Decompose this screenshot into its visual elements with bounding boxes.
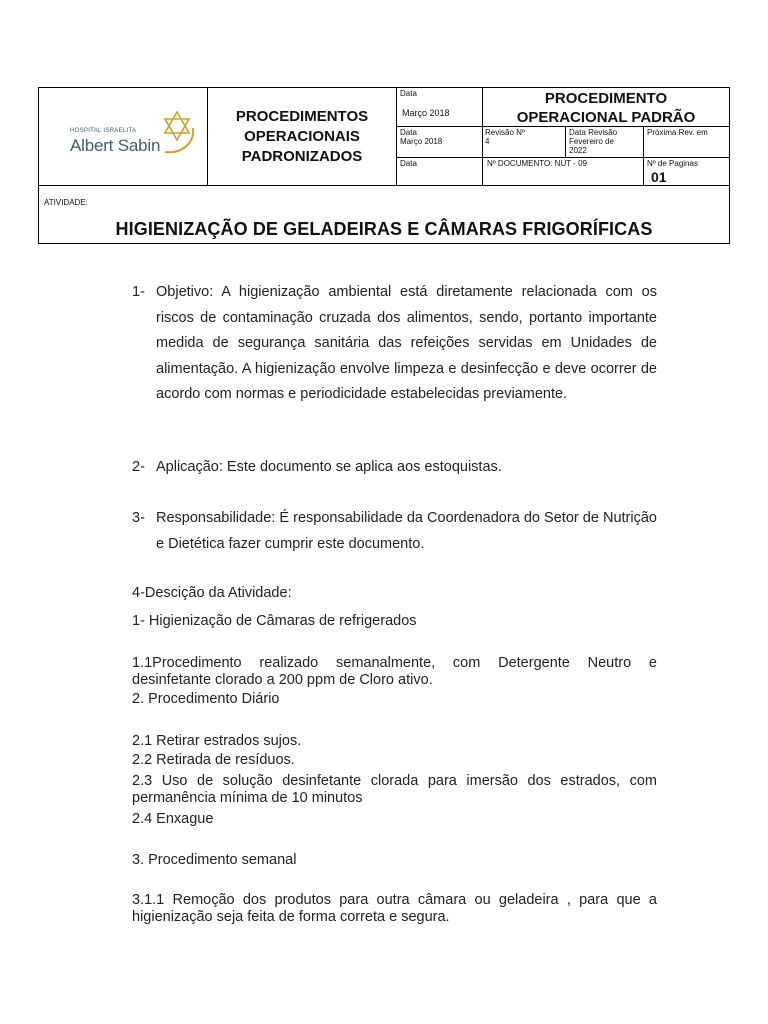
data-revisao-cell xyxy=(569,128,617,155)
section-aplicacao: Aplicação: Este documento se aplica aos estoquistas. xyxy=(156,459,502,475)
item-2-2: 2.2 Retirada de resíduos. xyxy=(132,752,295,768)
logo-subtitle: HOSPITAL ISRAELITA xyxy=(70,128,137,134)
pp-title xyxy=(208,88,396,185)
item-2-1: 2.1 Retirar estrados sujos. xyxy=(132,733,302,749)
divider xyxy=(482,157,483,185)
data-revisao-label: Data Revisão xyxy=(569,128,618,137)
divider xyxy=(643,157,644,185)
pp-title-line: OPERACIONAIS xyxy=(244,127,360,145)
data-value: Março 2018 xyxy=(400,137,443,146)
revisao-label: Revisão Nº xyxy=(485,128,525,137)
section-responsabilidade: Responsabilidade: É responsabilidade da Coordenadora do Setor de Nutrição e Dietética fazer cumprir este documento. xyxy=(156,510,657,552)
divider xyxy=(396,88,397,185)
section-number: 2- xyxy=(132,459,145,475)
item-2-4: 2.4 Enxague xyxy=(132,811,214,827)
subsection-diario: 2. Procedimento Diário xyxy=(132,691,280,707)
documento-label: Nº DOCUMENTO: NUT - 09 xyxy=(487,159,587,168)
divider xyxy=(565,126,566,157)
data-label: Data xyxy=(400,89,417,98)
pop-title-line: PROCEDIMENTO xyxy=(544,90,668,107)
divider xyxy=(39,185,730,186)
atividade-label: ATIVIDADE: xyxy=(44,198,88,207)
section-descricao-heading: 4-Descição da Atividade: xyxy=(132,585,292,601)
data-revisao-value: Fevereiro de xyxy=(569,137,614,146)
pp-title-line: PADRONIZADOS xyxy=(241,147,363,165)
data-label: Data xyxy=(400,159,417,168)
subsection-camaras: 1- Higienização de Câmaras de refrigerados xyxy=(132,613,417,629)
paginas-value: 01 xyxy=(651,169,667,185)
divider xyxy=(396,157,730,158)
pop-title-line: OPERACIONAL PADRÃO xyxy=(516,109,696,126)
activity-title: HIGIENIZAÇÃO DE GELADEIRAS E CÂMARAS FRIGORÍFICAS xyxy=(115,219,653,239)
section-number: 1- xyxy=(132,284,145,300)
data-label xyxy=(400,128,442,146)
data-value: Março 2018 xyxy=(402,108,450,118)
pop-title xyxy=(482,88,730,127)
pp-title-line: PROCEDIMENTOS xyxy=(235,107,369,125)
data-revisao-value: 2022 xyxy=(569,146,587,155)
hospital-logo xyxy=(67,106,202,166)
divider xyxy=(643,126,644,157)
paginas-label: Nº de Paginas xyxy=(647,159,698,168)
proxima-rev-label: Próxima Rev. em xyxy=(647,128,708,137)
section-objetivo: Objetivo: A higienização ambiental está diretamente relacionada com os riscos de contaminação cruzada dos alimentos, sendo, portanto importante medida de segurança sanitária das refeições servidas em Unidades de alimentação. A higienização envolve limpeza e desinfecção e deve ocorrer de acordo com normas e periodicidade estabelecidas previamente. xyxy=(156,284,657,402)
section-number: 3- xyxy=(132,510,145,526)
item-3-1-1: 3.1.1 Remoção dos produtos para outra câmara ou geladeira , para que a higienização seja feita de forma correta e segura. xyxy=(132,892,657,925)
star-of-david-icon xyxy=(157,106,197,156)
subsection-semanal: 3. Procedimento semanal xyxy=(132,852,297,868)
document-header xyxy=(38,87,730,244)
divider xyxy=(482,126,483,157)
data-label-text: Data xyxy=(400,128,417,137)
item-1-1: 1.1Procedimento realizado semanalmente, com Detergente Neutro e desinfetante clorado a 200 ppm de Cloro ativo. xyxy=(132,655,657,688)
item-2-3: 2.3 Uso de solução desinfetante clorada para imersão dos estrados, com permanência mínima de 10 minutos xyxy=(132,773,657,806)
revisao-value: 4 xyxy=(485,137,490,146)
revisao-cell xyxy=(485,128,525,146)
logo-name: Albert Sabin xyxy=(70,136,161,155)
